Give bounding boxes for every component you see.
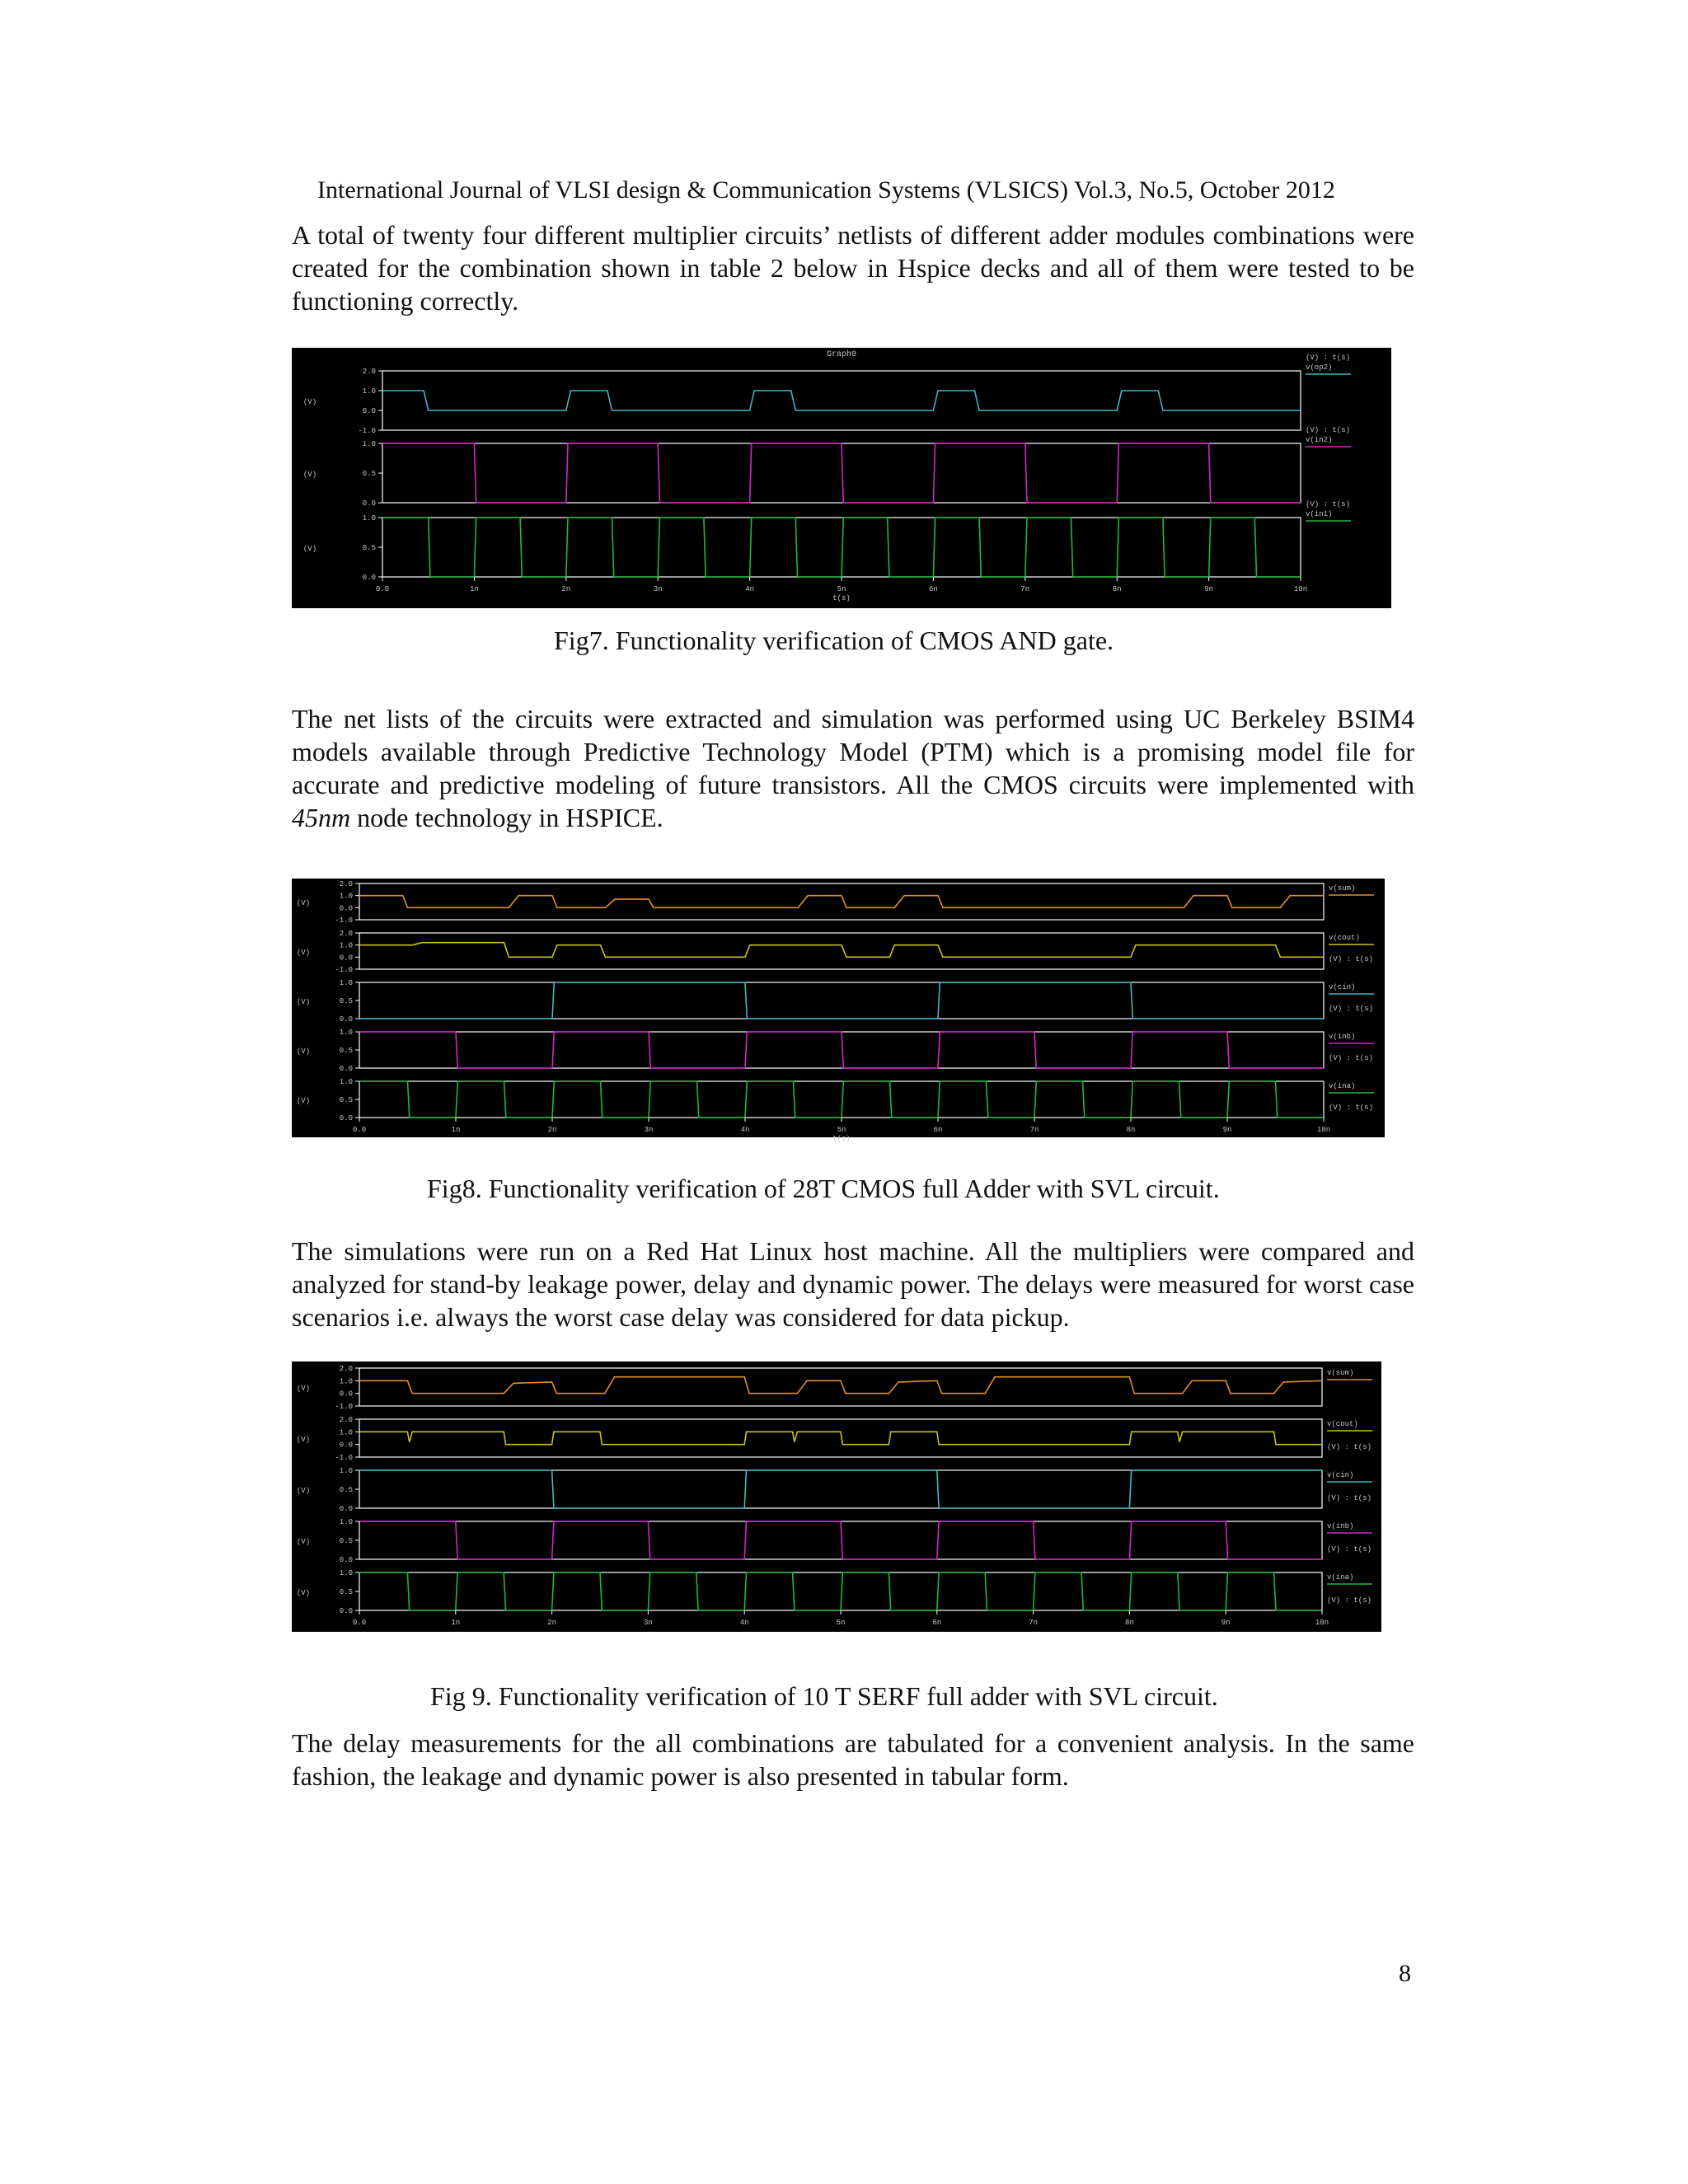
y-axis-label: (V) [296,1436,311,1444]
panel-frame [359,933,1324,969]
y-tick-label: 2.0 [362,368,376,376]
y-tick-label: 1.0 [339,1428,353,1437]
journal-header: International Journal of VLSI design & Communication Systems (VLSICS) Vol.3, No.5, October 2012 [317,176,1335,204]
y-tick-label: 1.0 [339,1377,353,1386]
y-tick-label: 0.5 [362,470,376,478]
legend-axis-label: (V) : t(s) [1329,1104,1374,1112]
legend-entry: v(cin) [1329,983,1356,991]
y-tick-label: 0.0 [339,954,353,963]
series-line-vsum [359,896,1324,908]
legend-entry: v(sum) [1327,1369,1354,1377]
y-axis-label: (V) [302,545,317,553]
y-axis-label: (V) [302,471,317,479]
series-line-vina [359,1081,1324,1118]
x-tick-label: 2n [547,1126,557,1134]
y-axis-label: (V) [296,949,311,957]
legend-entry: v(inb) [1327,1522,1354,1530]
y-tick-label: 1.0 [339,1467,353,1475]
y-tick-label: 0.0 [339,1015,353,1024]
y-tick-label: 0.0 [362,499,376,508]
legend-axis-label: (V) : t(s) [1327,1545,1372,1554]
series-line-vin2 [382,443,1301,503]
y-axis-label: (V) [296,1589,311,1597]
legend-entry: v(cin) [1327,1471,1354,1479]
y-axis-label: (V) [296,1538,311,1546]
caption-fig8: Fig8. Functionality verification of 28T CMOS full Adder with SVL circuit. [427,1174,1220,1203]
y-tick-label: 0.0 [362,574,376,582]
panel-frame [359,883,1324,920]
y-tick-label: 2.0 [339,1416,353,1424]
series-line-vina [359,1572,1322,1610]
y-tick-label: 0.0 [339,1390,353,1399]
series-line-vcout [359,943,1324,958]
legend-axis-label: (V) : t(s) [1329,955,1374,963]
panel-frame [359,1470,1322,1508]
x-tick-label: 2n [547,1619,557,1627]
page-number: 8 [1399,1960,1411,1987]
y-axis-label: (V) [302,398,317,406]
legend-axis-label: (V) : t(s) [1329,1005,1374,1013]
x-axis-label: t(s) [832,1135,851,1143]
y-tick-label: 0.0 [339,1556,353,1564]
series-line-vinb [359,1032,1324,1068]
legend-entry: v(in1) [1306,510,1333,518]
legend-axis-label: (V) : t(s) [1306,500,1351,509]
panel-frame [382,371,1301,430]
x-tick-label: 6n [932,1619,942,1627]
series-line-vcout [359,1432,1322,1444]
x-tick-label: 8n [1124,1619,1134,1627]
y-tick-label: 0.5 [339,1537,353,1545]
y-tick-label: 1.0 [339,1518,353,1526]
legend-entry: v(sum) [1329,884,1356,893]
y-tick-label: 1.0 [339,1078,353,1086]
x-tick-label: 8n [1112,585,1122,593]
y-tick-label: 0.5 [339,1588,353,1596]
x-tick-label: 1n [451,1126,461,1134]
legend-axis-label: (V) : t(s) [1306,354,1351,362]
legend-entry: v(in2) [1306,436,1333,444]
y-tick-label: 1.0 [362,387,376,396]
x-tick-label: 4n [740,1126,750,1134]
y-tick-label: 0.5 [339,997,353,1005]
y-tick-label: 1.0 [362,514,376,523]
y-tick-label: 1.0 [339,1029,353,1037]
figure-7 [292,348,1391,608]
x-tick-label: 6n [933,1126,943,1134]
legend-entry: v(cout) [1327,1420,1358,1428]
legend-entry: v(inb) [1329,1033,1356,1041]
y-axis-label: (V) [296,1487,311,1495]
x-tick-label: 4n [739,1619,749,1627]
series-line-vop2 [382,391,1301,410]
paragraph-1: A total of twenty four different multiplier circuits’ netlists of different adder modules combinations were created for the combination shown in table 2 below in Hspice decks and all of them were tested to be functioning correctly. [292,220,1414,316]
y-tick-label: 2.0 [339,880,353,888]
y-axis-label: (V) [296,1097,311,1105]
x-tick-label: 3n [643,1619,653,1627]
x-tick-label: 6n [928,585,938,593]
fig8-chart [292,879,1385,1143]
x-tick-label: 1n [469,585,479,593]
x-tick-label: 9n [1222,1126,1232,1134]
fig7-chart [292,348,1391,608]
x-tick-label: 7n [1029,1619,1039,1627]
x-tick-label: 9n [1204,585,1214,593]
panel-frame [359,1368,1322,1406]
y-tick-label: -1.0 [358,427,376,435]
y-tick-label: 2.0 [339,930,353,938]
fig9-chart [292,1361,1381,1632]
y-tick-label: 0.0 [339,1114,353,1122]
legend-entry: v(ina) [1329,1082,1356,1090]
y-tick-label: 0.0 [339,1441,353,1450]
y-tick-label: 1.0 [362,440,376,448]
x-tick-label: 0.0 [352,1126,367,1134]
paragraph-4: The delay measurements for the all combinations are tabulated for a convenient analysis. In the same fashion, the leakage and dynamic power is also presented in tabular form. [292,1728,1414,1791]
figure-8 [292,879,1385,1143]
y-tick-label: -1.0 [335,1403,353,1411]
legend-axis-label: (V) : t(s) [1329,1054,1374,1062]
legend-axis-label: (V) : t(s) [1327,1596,1372,1605]
y-tick-label: -1.0 [335,966,353,974]
y-tick-label: 0.5 [339,1486,353,1494]
series-line-vcin [359,1470,1322,1508]
y-tick-label: 0.5 [339,1047,353,1055]
legend-entry: v(op2) [1306,363,1333,372]
figure-9 [292,1361,1381,1632]
legend-entry: v(ina) [1327,1573,1354,1582]
y-axis-label: (V) [296,1047,311,1056]
y-tick-label: -1.0 [335,1454,353,1462]
x-tick-label: 2n [561,585,571,593]
caption-fig7: Fig7. Functionality verification of CMOS AND gate. [554,626,1114,655]
x-tick-label: 0.0 [352,1619,367,1627]
y-tick-label: 0.5 [362,544,376,552]
x-tick-label: 3n [653,585,663,593]
y-tick-label: 0.0 [339,1607,353,1615]
x-tick-label: 1n [451,1619,461,1627]
paragraph-2-text-b: node technology in HSPICE. [350,803,663,832]
x-tick-label: 5n [837,585,846,593]
legend-axis-label: (V) : t(s) [1327,1494,1372,1502]
y-tick-label: 0.0 [339,1505,353,1513]
y-axis-label: (V) [296,998,311,1006]
x-tick-label: 8n [1126,1126,1136,1134]
paragraph-2 [292,702,1414,834]
legend-axis-label: (V) : t(s) [1327,1443,1372,1451]
x-tick-label: 0.0 [375,585,390,593]
x-tick-label: 10n [1315,1619,1329,1627]
x-tick-label: 7n [1029,1126,1039,1134]
series-line-vinb [359,1521,1322,1559]
y-tick-label: 1.0 [339,892,353,901]
y-axis-label: (V) [296,1385,311,1393]
x-tick-label: 4n [745,585,755,593]
y-tick-label: -1.0 [335,916,353,925]
panel-frame [359,982,1324,1019]
panel-frame [359,1419,1322,1457]
legend-axis-label: (V) : t(s) [1306,426,1351,434]
paragraph-3: The simulations were run on a Red Hat Linux host machine. All the multipliers were compared and analyzed for stand-by leakage power, delay and dynamic power. The delays were measured for worst case scenarios i.e. always the worst case delay was considered for data pickup. [292,1236,1414,1332]
y-tick-label: 2.0 [339,1365,353,1373]
paragraph-2-emphasis: 45nm [292,803,351,832]
y-tick-label: 0.5 [339,1096,353,1104]
legend-entry: v(cout) [1329,934,1360,942]
series-line-vin1 [382,518,1301,577]
x-tick-label: 10n [1293,585,1308,593]
y-tick-label: 0.0 [362,407,376,415]
series-line-vsum [359,1377,1322,1394]
paragraph-2-text-a: The net lists of the circuits were extracted and simulation was performed using UC Berkeley BSIM4 models available through Predictive Technology Model (PTM) which is a promising model file for accurate and predictive modeling of future transistors. All the CMOS circuits were implemented with [292,704,1414,799]
y-tick-label: 0.0 [339,1065,353,1073]
x-tick-label: 5n [837,1126,846,1134]
y-tick-label: 1.0 [339,941,353,950]
y-tick-label: 0.0 [339,904,353,913]
chart-title: Graph0 [826,350,857,359]
series-line-vcin [359,982,1324,1019]
x-tick-label: 9n [1221,1619,1231,1627]
x-tick-label: 5n [836,1619,846,1627]
caption-fig9: Fig 9. Functionality verification of 10 T SERF full adder with SVL circuit. [430,1681,1218,1711]
x-tick-label: 10n [1316,1126,1331,1134]
y-axis-label: (V) [296,899,311,907]
x-tick-label: 3n [644,1126,654,1134]
x-axis-label: t(s) [832,594,851,602]
y-tick-label: 1.0 [339,1569,353,1577]
y-tick-label: 1.0 [339,979,353,987]
x-tick-label: 7n [1020,585,1030,593]
